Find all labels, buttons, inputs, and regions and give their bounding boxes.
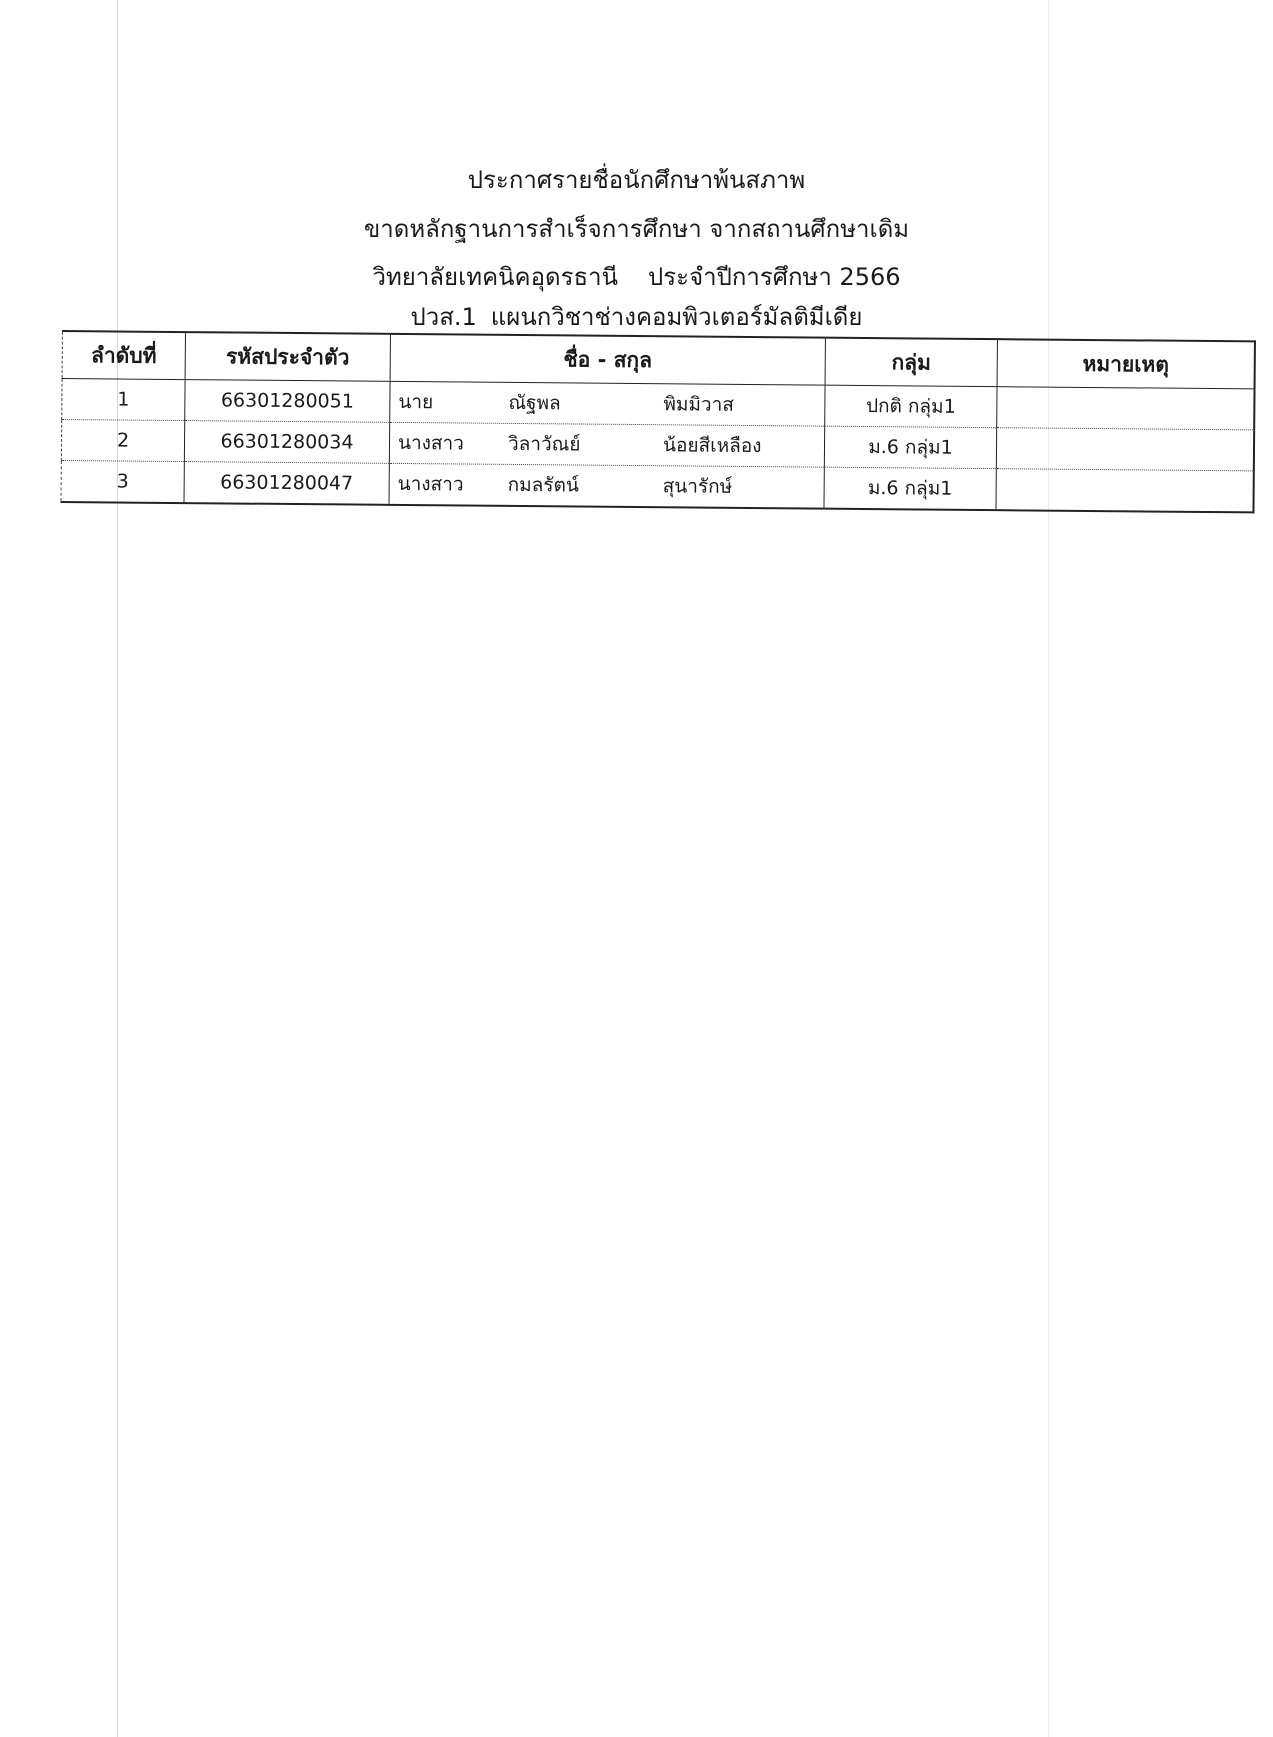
scan-artifact-line <box>117 0 118 1737</box>
row-student-id: 66301280034 <box>184 421 389 464</box>
header-student-id: รหัสประจำตัว <box>185 332 390 381</box>
header-full-name: ชื่อ - สกุล <box>390 334 825 385</box>
last-name: พิมมิวาส <box>663 393 734 416</box>
first-name: กมลรัตน์ <box>507 473 579 497</box>
college-name: วิทยาลัยเทคนิคอุดรธานี <box>372 263 619 291</box>
row-group: ม.6 กลุ่ม1 <box>824 426 996 468</box>
student-table <box>60 330 1255 513</box>
row-order: 3 <box>61 460 184 503</box>
title-line-2: ขาดหลักฐานการสำเร็จการศึกษา จากสถานศึกษาเดิม <box>363 215 910 243</box>
announcement-subtitle <box>0 214 1273 244</box>
row-full-name <box>390 381 825 426</box>
row-order: 2 <box>61 420 184 462</box>
row-remark <box>997 387 1255 430</box>
academic-year: ประจำปีการศึกษา 2566 <box>648 263 901 291</box>
header-order: ลำดับที่ <box>62 331 185 380</box>
student-table-container <box>60 330 1209 536</box>
program-level: ปวส.1 <box>410 303 477 331</box>
name-prefix: นางสาว <box>397 472 464 496</box>
college-year-line <box>0 262 1273 292</box>
row-remark <box>996 428 1254 471</box>
scan-artifact-line <box>1048 0 1049 1737</box>
department-name: แผนกวิชาช่างคอมพิวเตอร์มัลติมีเดีย <box>490 303 863 331</box>
row-full-name <box>389 422 824 467</box>
header-remark: หมายเหตุ <box>997 339 1255 389</box>
header-group: กลุ่ม <box>825 338 997 387</box>
row-full-name <box>389 463 824 508</box>
row-order: 1 <box>62 379 185 421</box>
first-name: ณัฐพล <box>508 391 561 415</box>
row-remark <box>996 469 1254 513</box>
first-name: วิลาวัณย์ <box>507 432 581 456</box>
announcement-title <box>0 165 1273 195</box>
last-name: สุนารักษ์ <box>662 475 733 498</box>
row-group: ม.6 กลุ่ม1 <box>824 467 996 510</box>
name-prefix: นาย <box>398 390 434 414</box>
row-student-id: 66301280047 <box>184 462 389 505</box>
program-department-line <box>0 302 1273 332</box>
row-group: ปกติ กลุ่ม1 <box>825 385 997 427</box>
name-prefix: นางสาว <box>397 431 464 455</box>
last-name: น้อยสีเหลือง <box>662 434 762 458</box>
title-line-1: ประกาศรายชื่อนักศึกษาพ้นสภาพ <box>467 166 806 194</box>
row-student-id: 66301280051 <box>185 380 390 423</box>
